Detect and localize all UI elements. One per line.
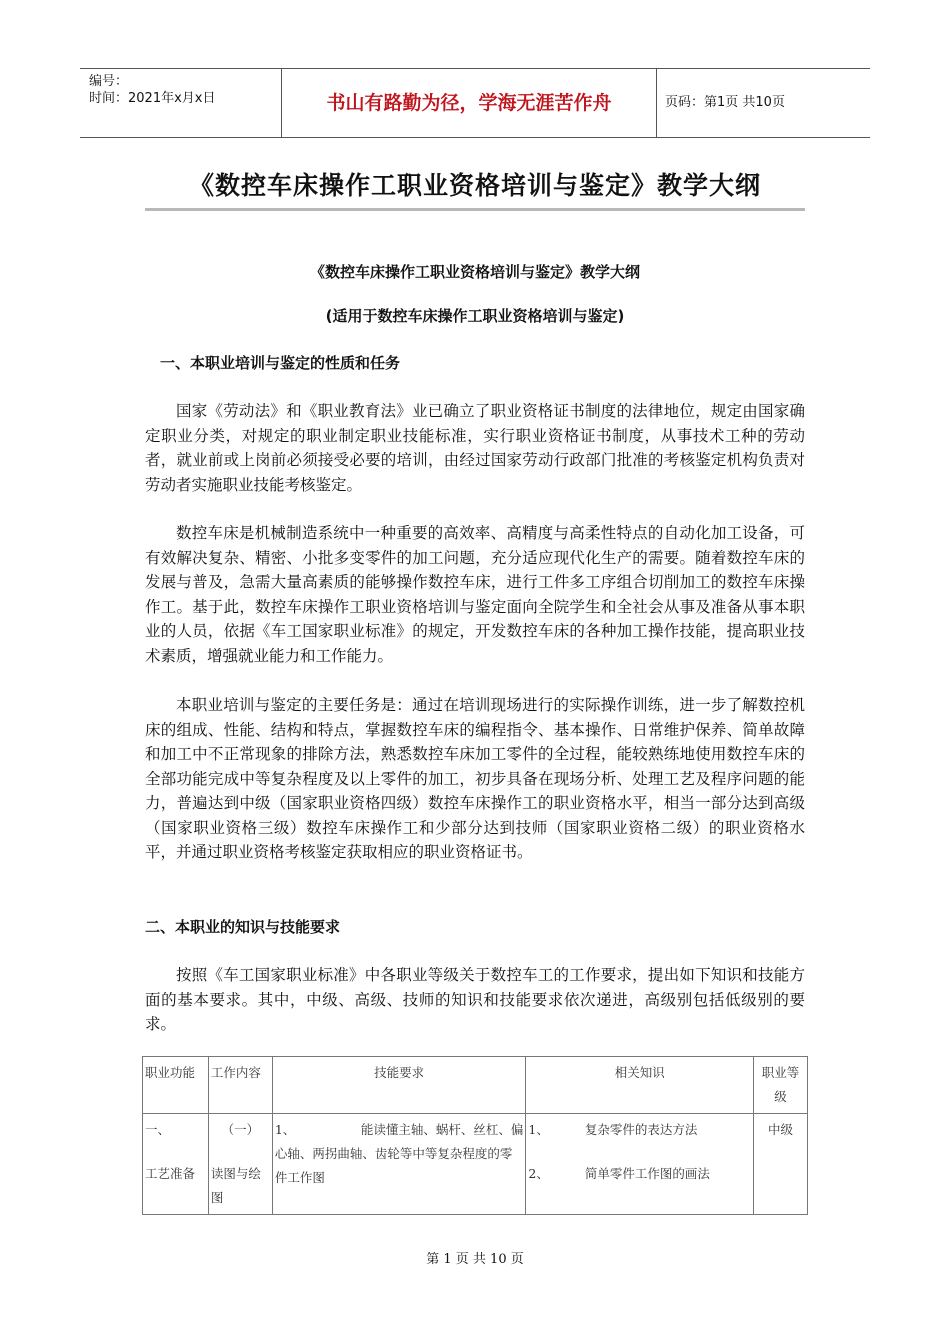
table-row [143, 1114, 808, 1215]
knowledge-cell [526, 1114, 754, 1215]
paragraph-1: 国家《劳动法》和《职业教育法》业已确立了职业资格证书制度的法律地位，规定由国家确定职业分类，对规定的职业制定职业技能标准，实行职业资格证书制度，从事技术工种的劳动者，就业前或上岗前必须接受必要的培训，由经过国家劳动行政部门批准的考核鉴定机构负责对劳动者实施职业技能考核鉴定。 [145, 402, 805, 494]
function-number: 一、 [145, 1122, 171, 1137]
document-applicability: (适用于数控车床操作工职业资格培训与鉴定) [325, 307, 625, 325]
paragraph-4: 按照《车工国家职业标准》中各职业等级关于数控车工的工作要求，提出如下知识和技能方面的基本要求。其中，中级、高级、技师的知识和技能要求依次递进，高级别包括低级别的要求。 [145, 966, 805, 1033]
level-cell: 中级 [754, 1114, 808, 1215]
function-name: 工艺准备 [145, 1166, 196, 1181]
knowledge-number: 2、 [528, 1166, 549, 1181]
skill-text-rest: 心轴、两拐曲轴、齿轮等中等复杂程度的零件工作图 [274, 1146, 513, 1185]
header-motto: 书山有路勤为径，学海无涯苦作舟 [281, 69, 657, 137]
page-header [80, 68, 870, 138]
section-heading-1: 一、本职业培训与鉴定的性质和任务 [160, 354, 401, 372]
skill-number: 1、 [274, 1122, 296, 1137]
header-cell: 职业等级 [754, 1057, 808, 1114]
content-cell [208, 1114, 272, 1215]
header-cell: 技能要求 [272, 1057, 526, 1114]
header-cell: 工作内容 [208, 1057, 272, 1114]
paragraph-3: 本职业培训与鉴定的主要任务是：通过在培训现场进行的实际操作训练，进一步了解数控机床的组成、性能、结构和特点，掌握数控车床的编程指令、基本操作、日常维护保养、简单故障和加工中不正常现象的排除方法，熟悉数控车床加工零件的全过程，能较熟练地使用数控车床的全部功能完成中等复杂程度及以上零件的加工，初步具备在现场分析、处理工艺及程序问题的能力，普遍达到中级（国家职业资格四级）数控车床操作工的职业资格水平，相当一部分达到高级（国家职业资格三级）数控车床操作工和少部分达到技师（国家职业资格二级）的职业资格水平，并通过职业资格考核鉴定获取相应的职业资格证书。 [145, 696, 805, 861]
knowledge-text: 简单零件工作图的画法 [584, 1166, 710, 1181]
header-cell: 职业功能 [143, 1057, 209, 1114]
document-subtitle: 《数控车床操作工职业资格培训与鉴定》教学大纲 [309, 263, 640, 281]
page-title: 《数控车床操作工职业资格培训与鉴定》教学大纲 [188, 171, 761, 200]
function-cell [143, 1114, 209, 1215]
requirements-table [142, 1056, 808, 1215]
skill-first-line [275, 1118, 524, 1142]
title-divider [145, 208, 805, 211]
content-name: 读图与绘图 [210, 1166, 261, 1205]
skill-cell [272, 1114, 526, 1215]
content-number: （一） [221, 1122, 260, 1137]
paragraph-2: 数控车床是机械制造系统中一种重要的高效率、高精度与高柔性特点的自动化加工设备，可有效解决复杂、精密、小批多变零件的加工问题，充分适应现代化生产的需要。随着数控车床的发展与普及，急需大量高素质的能够操作数控车床，进行工件多工序组合切削加工的数控车床操作工。基于此，数控车床操作工职业资格培训与鉴定面向全院学生和全社会从事及准备从事本职业的人员，依据《车工国家职业标准》的规定，开发数控车床的各种加工操作技能，提高职业技术素质，增强就业能力和工作能力。 [145, 524, 805, 665]
table-header-row [143, 1057, 808, 1114]
section-heading-2: 二、本职业的知识与技能要求 [145, 918, 341, 936]
knowledge-item-2 [528, 1162, 751, 1186]
document-number-label: 编号： [89, 74, 129, 89]
page-footer: 第 1 页 共 10 页 [426, 1252, 524, 1267]
knowledge-number: 1、 [528, 1122, 549, 1137]
header-cell: 相关知识 [526, 1057, 754, 1114]
document-date: 时间：2021年x月x日 [89, 91, 216, 106]
header-page-info: 页码：第1页 共10页 [665, 95, 785, 110]
skill-text-first: 能读懂主轴、蜗杆、丝杠、偏 [360, 1122, 524, 1137]
header-meta [80, 69, 281, 141]
knowledge-item-1 [528, 1118, 751, 1142]
knowledge-text: 复杂零件的表达方法 [584, 1122, 698, 1137]
